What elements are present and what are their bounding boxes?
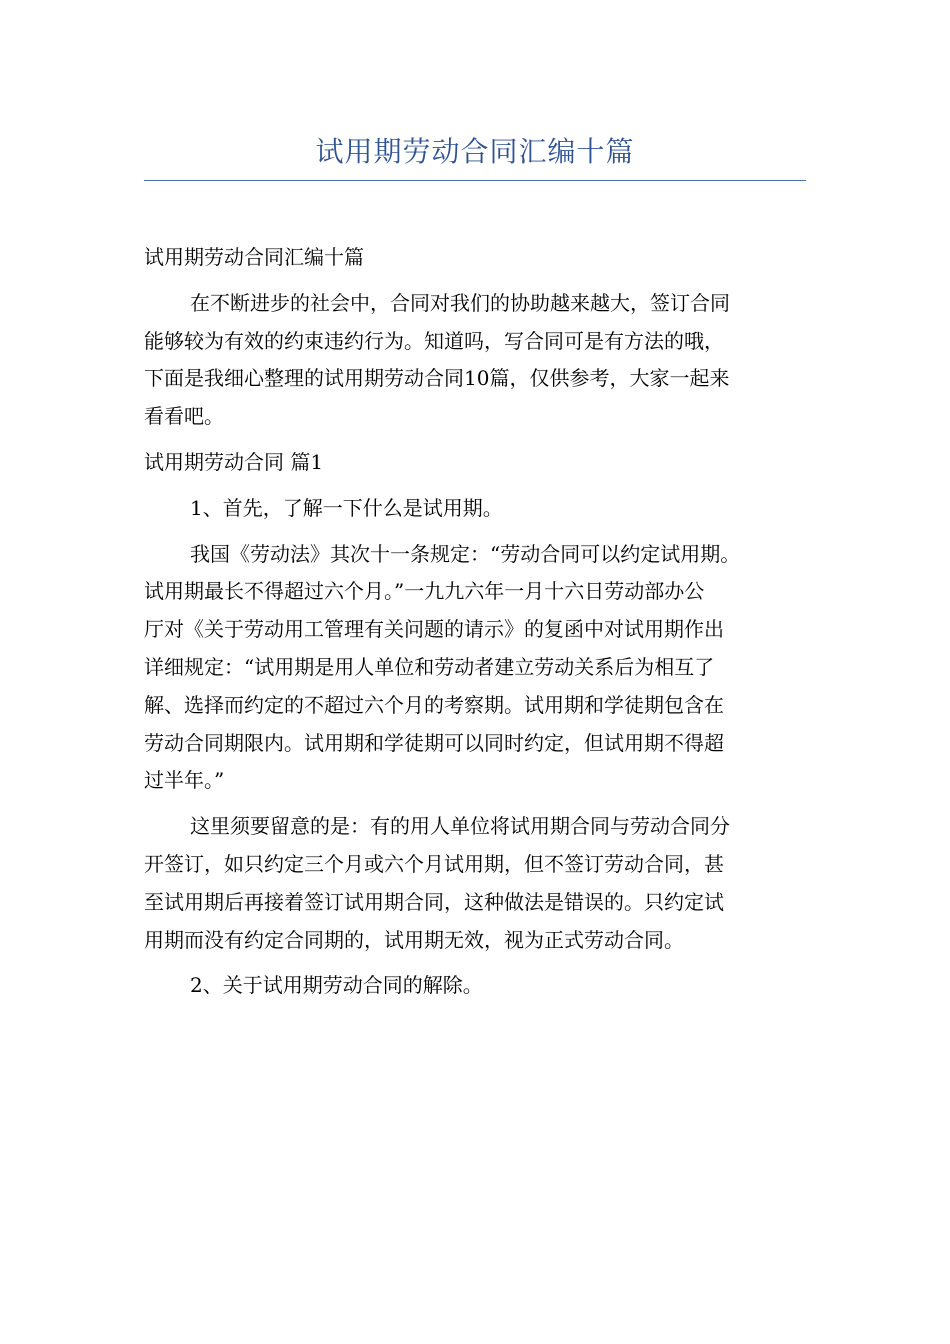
body-line: 这里须要留意的是：有的用人单位将试用期合同与劳动合同分 (190, 814, 730, 839)
body-line: 1、首先，了解一下什么是试用期。 (190, 495, 503, 520)
title-underline (144, 180, 806, 181)
body-line: 下面是我细心整理的试用期劳动合同10篇，仅供参考，大家一起来 (144, 366, 730, 391)
body-line: 在不断进步的社会中，合同对我们的协助越来越大，签订合同 (190, 290, 730, 315)
body-line: 详细规定：“试用期是用人单位和劳动者建立劳动关系后为相互了 (144, 654, 715, 679)
body-line: 试用期最长不得超过六个月。”一九九六年一月十六日劳动部办公 (144, 579, 705, 604)
body-line: 过半年。” (144, 768, 225, 793)
body-line: 开签订，如只约定三个月或六个月试用期，但不签订劳动合同，甚 (144, 851, 724, 876)
body-line: 我国《劳动法》其次十一条规定：“劳动合同可以约定试用期。 (190, 541, 741, 566)
document-title: 试用期劳动合同汇编十篇 (315, 135, 635, 168)
body-line: 看看吧。 (144, 404, 224, 429)
document-body (144, 239, 806, 1005)
body-line: 能够较为有效的约束违约行为。知道吗，写合同可是有方法的哦， (144, 328, 724, 353)
section-heading: 试用期劳动合同 篇1 (144, 449, 324, 474)
body-line: 用期而没有约定合同期的，试用期无效，视为正式劳动合同。 (144, 927, 684, 952)
body-line: 解、选择而约定的不超过六个月的考察期。试用期和学徒期包含在 (144, 692, 724, 717)
body-line: 2、关于试用期劳动合同的解除。 (190, 973, 483, 998)
body-line: 至试用期后再接着签订试用期合同，这种做法是错误的。只约定试 (144, 889, 724, 914)
body-line: 试用期劳动合同汇编十篇 (144, 245, 364, 269)
body-line: 厅对《关于劳动用工管理有关问题的请示》的复函中对试用期作出 (144, 617, 724, 642)
body-line: 劳动合同期限内。试用期和学徒期可以同时约定，但试用期不得超 (144, 730, 724, 755)
